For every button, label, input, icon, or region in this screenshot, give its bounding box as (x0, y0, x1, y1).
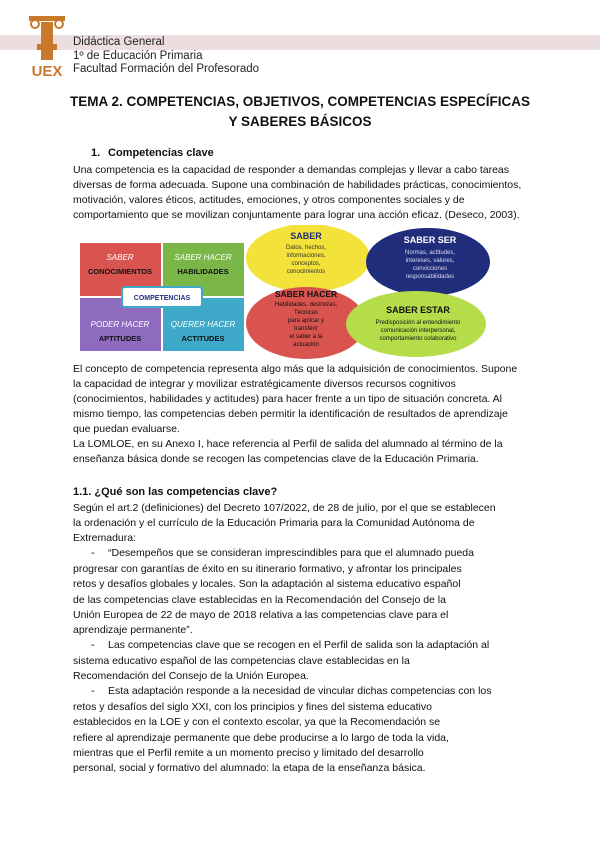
saber-line-3: conceptos, (291, 261, 321, 267)
page-header (0, 0, 600, 80)
section-1-number: 1. (91, 147, 101, 159)
ser-line-4: responsabilidades (405, 274, 455, 280)
header-text (73, 36, 259, 77)
q3-top: PODER HACER (90, 320, 150, 329)
ser-line-3: convicciones (412, 266, 448, 272)
q2-bottom: HABILIDADES (177, 267, 229, 276)
q4-top: QUERER HACER (170, 320, 236, 329)
bullet-3-mark: - (91, 685, 95, 697)
bullet-1-rest: progresar con garantías de éxito en su itinerario formativo, y afrontar los principales retos y desafíos globales y locales. Son la adaptación al sistema educativo español de las competencias clave establecidas en la Recomendación del Consejo de la Unión Europea de 22 de mayo de 2018 relativa a las competencias clave para el aprendizaje permanente”. (73, 563, 462, 637)
hacer-line-4: transferir (294, 326, 318, 332)
bullet-3-rest: retos y desafíos del siglo XXI, con los principios y fines del sistema educativo establecidos en la LOE y con el contexto escolar, ya que la Recomendación se refiere al aprendizaje permanente que debe producirse a lo largo de toda la vida, mientras que el Perfil remite a un momento preciso y limitado del desarrollo personal, social y formativo del alumnado: la etapa de la enseñanza básica. (73, 701, 449, 775)
bullet-1-first-line: “Desempeños que se consideran imprescindibles para que el alumnado pueda (108, 547, 474, 559)
bullet-2-mark: - (91, 639, 95, 651)
faculty-name: Facultad Formación del Profesorado (73, 63, 260, 75)
estar-line-1: Predisposición al entendimiento (375, 320, 461, 326)
bullet-2-first-line: Las competencias clave que se recogen en el Perfil de salida son la adaptación al (108, 639, 490, 651)
q1-top: SABER (106, 253, 134, 262)
hacer-line-2: Técnicas (293, 310, 319, 316)
subsection-intro: Según el art.2 (definiciones) del Decreto 107/2022, de 28 de julio, por el que se establecen la ordenación y el currículo de la Educación Primaria para la Comunidad Autónoma de Extremadura: (73, 502, 496, 544)
saberes-diagram (244, 225, 494, 360)
hacer-title: SABER HACER (274, 289, 338, 299)
ser-line-2: intereses, valores, (405, 258, 455, 264)
center-label: COMPETENCIAS (133, 295, 191, 302)
bullet-2-rest: sistema educativo español de las competencias clave establecidas en la Recomendación del Consejo de la Unión Europea. (73, 655, 410, 683)
subsection-heading: 1.1. ¿Qué son las competencias clave? (73, 486, 278, 498)
hacer-line-6: actuación (293, 342, 319, 348)
document-title (60, 92, 540, 132)
course-level: 1º de Educación Primaria (73, 49, 203, 62)
section-1-body: El concepto de competencia representa algo más que la adquisición de conocimientos. Supone la capacidad de integrar y movilizar estratégicamente diversos recursos cognitivos (conocimientos, habilidades y actitudes) para hacer frente a un tipo de situación concreta. Al mismo tiempo, las competencias deben permitir la identificación de resultados de aprendizaje que puedan evaluarse. La LOMLOE, en su Anexo I, hace referencia al Perfil de salida del alumnado al término de la enseñanza básica donde se recogen las competencias clave de la Educación Primaria. (73, 363, 518, 465)
q2-top: SABER HACER (174, 253, 232, 262)
course-name: Didáctica General (73, 36, 165, 48)
uex-logo (27, 14, 67, 80)
saber-title: SABER (290, 231, 322, 241)
bullet-3-first-line: Esta adaptación responde a la necesidad de vincular dichas competencias con los (108, 685, 492, 697)
saber-line-1: Datos, hechos, (285, 245, 327, 251)
bullet-1-mark: - (91, 547, 95, 559)
title-line-2: Y SABERES BÁSICOS (228, 114, 372, 129)
q3-bottom: APTITUDES (98, 334, 142, 343)
estar-line-3: comportamiento colaborativo (379, 336, 457, 342)
title-line-1: TEMA 2. COMPETENCIAS, OBJETIVOS, COMPETENCIAS ESPECÍFICAS (69, 94, 531, 109)
competencias-matrix (80, 243, 244, 351)
hacer-line-1: Habilidades, destrezas, (274, 302, 338, 308)
hacer-line-5: el saber a la (289, 334, 323, 340)
ser-line-1: Normas, actitudes, (404, 250, 456, 256)
estar-title: SABER ESTAR (386, 305, 450, 315)
q1-bottom: CONOCIMIENTOS (87, 267, 153, 276)
hacer-line-3: para aplicar y (287, 318, 325, 324)
saber-line-2: informaciones, (286, 253, 326, 259)
q4-bottom: ACTITUDES (181, 334, 225, 343)
ser-title: SABER SER (403, 235, 457, 245)
section-1-heading: Competencias clave (108, 147, 214, 159)
saber-line-4: conocimientos (286, 269, 326, 275)
logo-text: UEX (31, 63, 63, 80)
section-1-intro: Una competencia es la capacidad de responder a demandas complejas y llevar a cabo tareas diversas de forma adecuada. Supone una combinación de habilidades prácticas, conocimientos, motivación, valores éticos, actitudes, emociones, y otros componentes sociales y de comportamiento que se movilizan conjuntamente para lograr una acción eficaz. (Deseco, 2003). (73, 164, 522, 221)
estar-line-2: comunicación interpersonal, (380, 328, 456, 334)
